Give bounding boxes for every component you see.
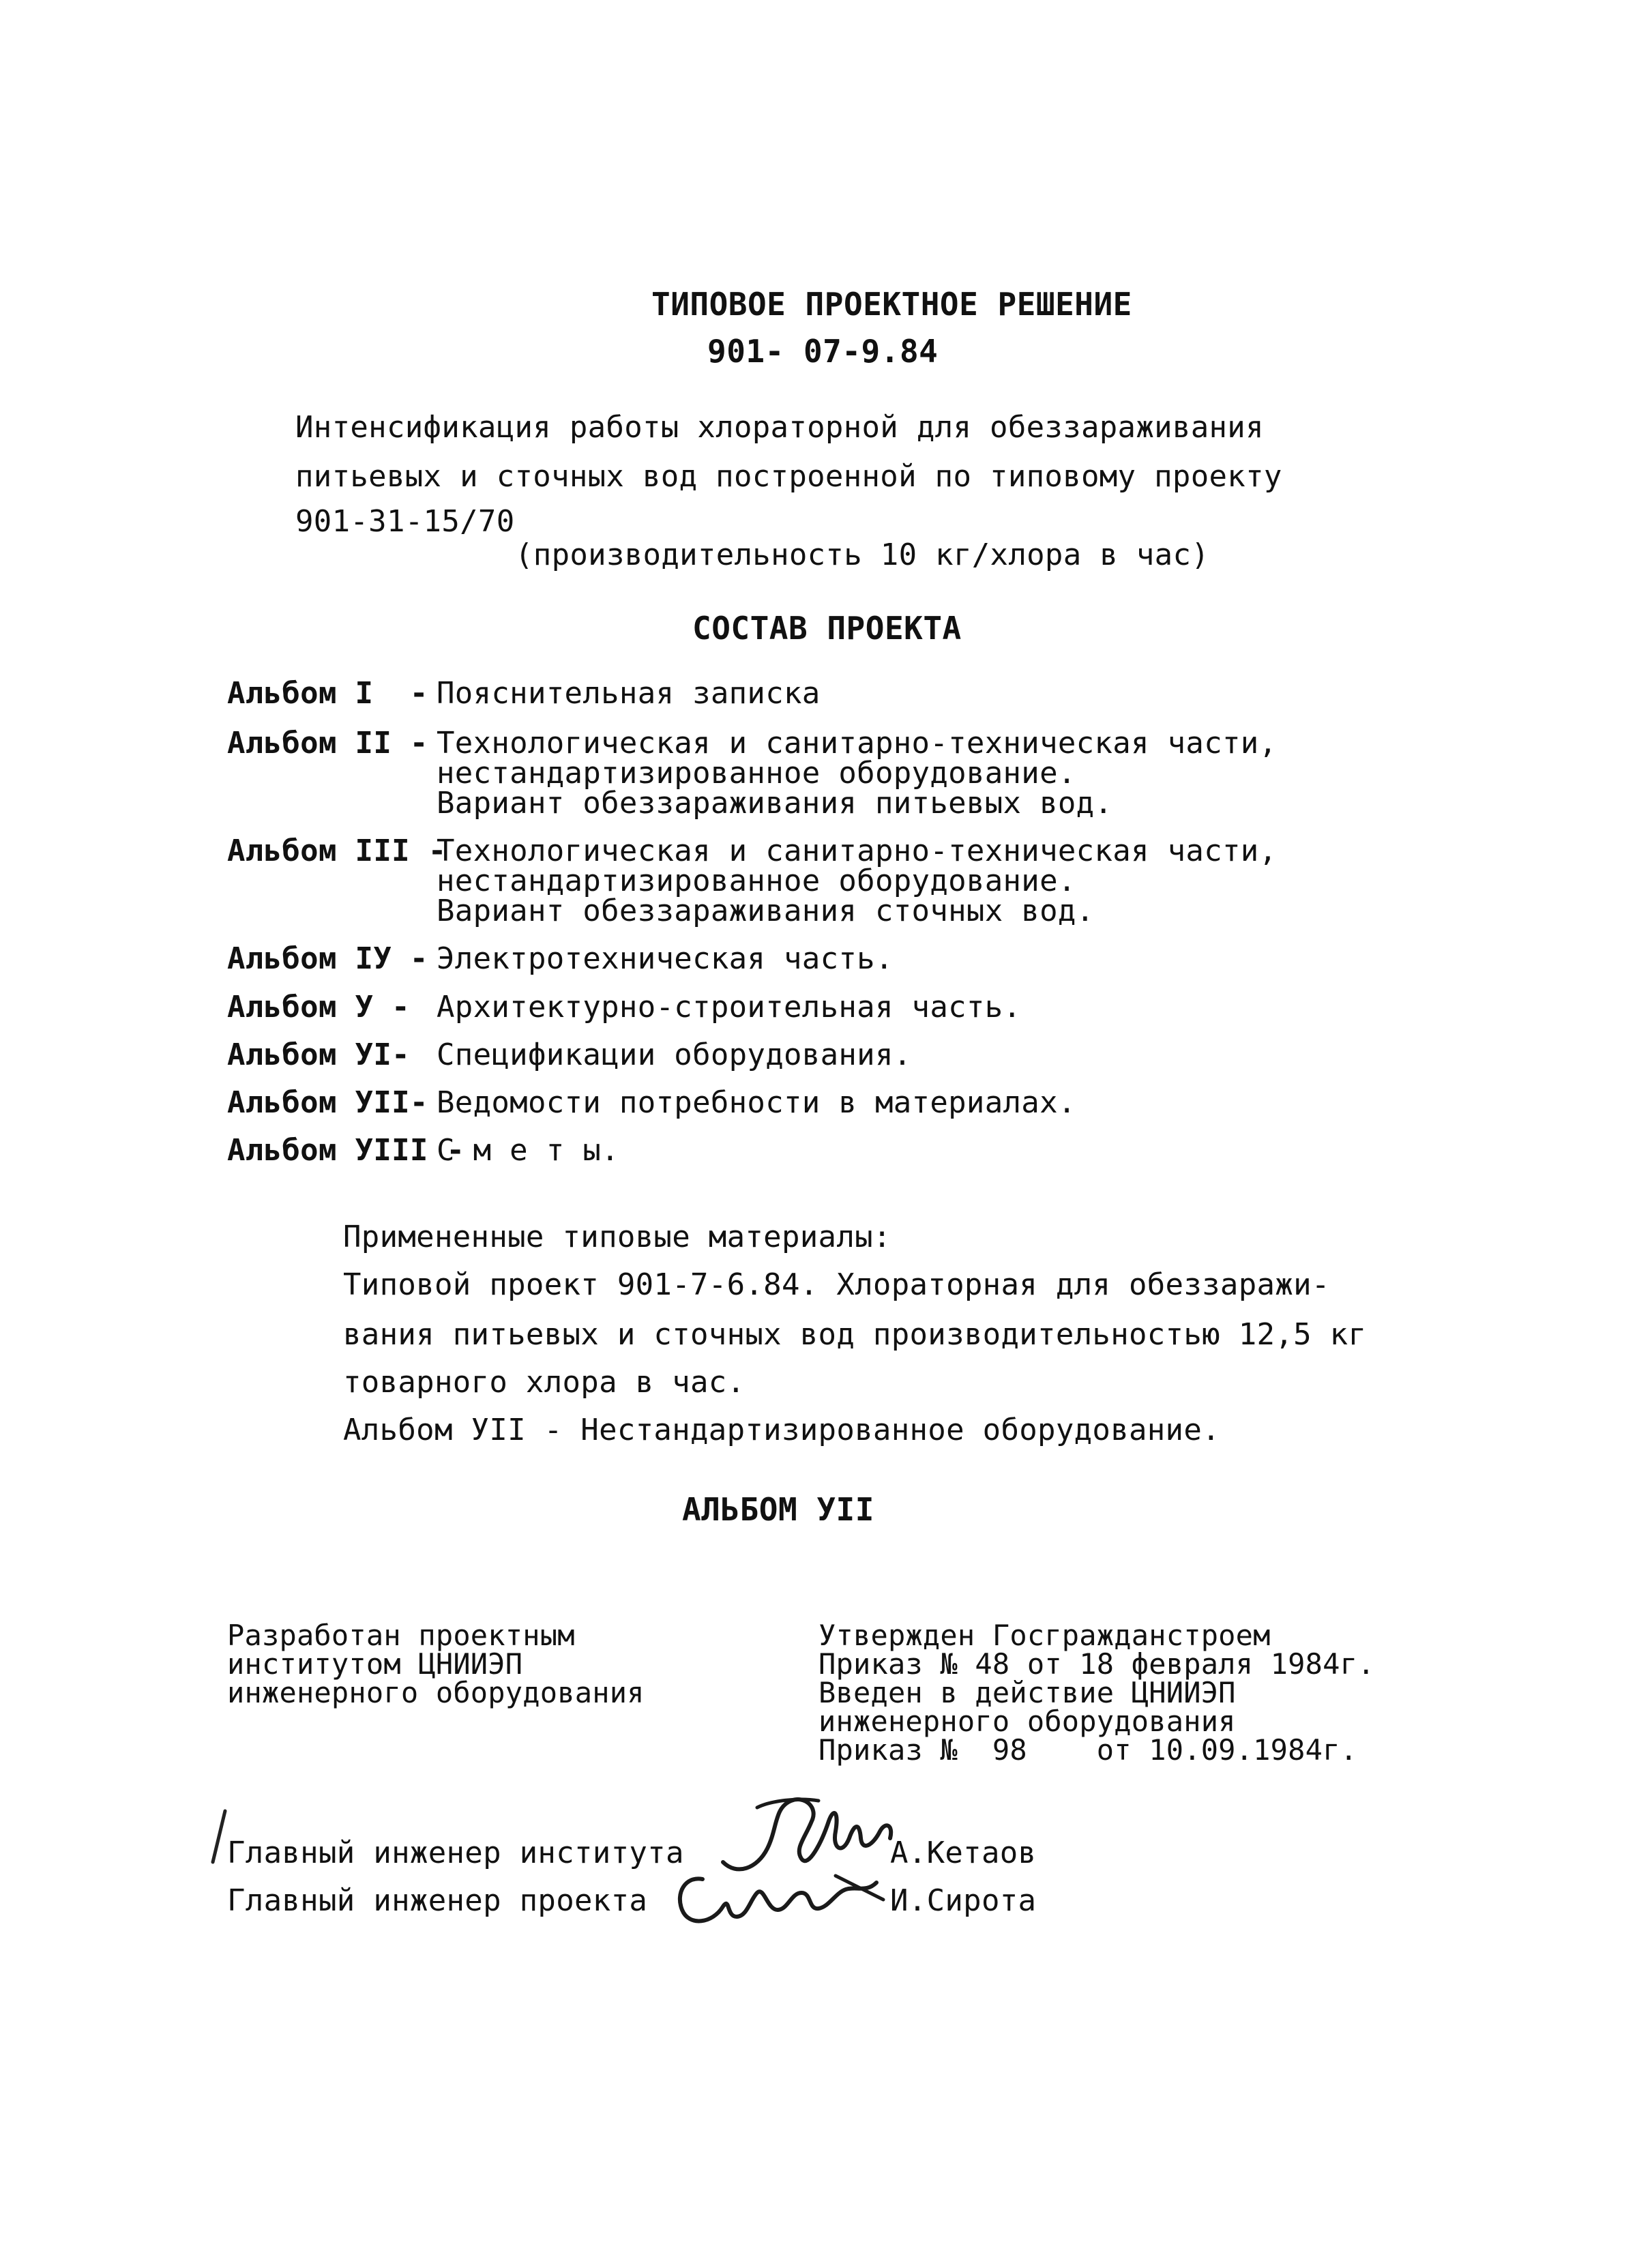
album-label: Альбом III -	[227, 834, 465, 868]
handwritten-signature	[665, 1862, 890, 1940]
signature-name: И.Сирота	[890, 1883, 1037, 1918]
album-text: нестандартизированное оборудование.	[437, 756, 1076, 791]
approval-line: Утвержден Госгражданстроем	[818, 1619, 1271, 1652]
album-text: Пояснительная записка	[437, 676, 821, 711]
album-text: Спецификации оборудования.	[437, 1037, 912, 1072]
album-label: Альбом УI-	[227, 1037, 428, 1072]
materials-line: Типовой проект 901-7-6.84. Хлораторная для обеззаражи-	[343, 1267, 1330, 1302]
album-text: Технологическая и санитарно-техническая части,	[437, 834, 1278, 868]
materials-line: вания питьевых и сточных вод производительностью 12,5 кг	[343, 1317, 1367, 1352]
album-text: Архитектурно-строительная часть.	[437, 990, 1022, 1025]
signature-role: Главный инженер института	[227, 1836, 684, 1870]
album-label: Альбом II -	[227, 726, 447, 761]
description-line-1: Интенсификация работы хлораторной для обеззараживания	[295, 410, 1264, 445]
album-text: Вариант обеззараживания питьевых вод.	[437, 786, 1113, 821]
developer-line: инженерного оборудования	[227, 1676, 645, 1709]
album-label: Альбом I -	[227, 676, 447, 711]
album-text: нестандартизированное оборудование.	[437, 864, 1076, 898]
developer-line: институтом ЦНИИЭП	[227, 1647, 523, 1681]
composition-heading: СОСТАВ ПРОЕКТА	[692, 610, 962, 647]
album-text: Технологическая и санитарно-техническая части,	[437, 726, 1278, 761]
signature-name: А.Кетаов	[890, 1836, 1037, 1870]
album-text: Вариант обеззараживания сточных вод.	[437, 894, 1095, 928]
materials-heading: Примененные типовые материалы:	[343, 1220, 891, 1254]
album-text: Электротехническая часть.	[437, 941, 894, 976]
developer-line: Разработан проектным	[227, 1619, 575, 1652]
album-label: Альбом УII-	[227, 1085, 447, 1120]
approval-line: инженерного оборудования	[818, 1705, 1236, 1738]
description-line-3: 901-31-15/70	[295, 504, 515, 539]
album-label: Альбом У -	[227, 990, 428, 1025]
approval-line: Введен в действие ЦНИИЭП	[818, 1676, 1236, 1709]
document-code: 901- 07-9.84	[707, 333, 939, 370]
approval-line: Приказ № 98 от 10.09.1984г.	[818, 1733, 1358, 1767]
album-text: Ведомости потребности в материалах.	[437, 1085, 1076, 1120]
album-label: Альбом УIII -	[227, 1133, 484, 1168]
margin-mark	[205, 1808, 232, 1872]
signature-role: Главный инженер проекта	[227, 1883, 648, 1918]
album-title: АЛЬБОМ УII	[682, 1491, 874, 1528]
materials-line: товарного хлора в час.	[343, 1365, 746, 1400]
album-text: С м е т ы.	[437, 1133, 619, 1168]
album-label: Альбом IУ -	[227, 941, 447, 976]
approval-line: Приказ № 48 от 18 февраля 1984г.	[818, 1647, 1375, 1681]
description-line-2: питьевых и сточных вод построенной по типовому проекту	[295, 459, 1282, 494]
materials-line: Альбом УII - Нестандартизированное оборудование.	[343, 1413, 1220, 1447]
capacity-note: (производительность 10 кг/хлора в час)	[515, 537, 1210, 572]
document-title: ТИПОВОЕ ПРОЕКТНОЕ РЕШЕНИЕ	[651, 286, 1132, 323]
